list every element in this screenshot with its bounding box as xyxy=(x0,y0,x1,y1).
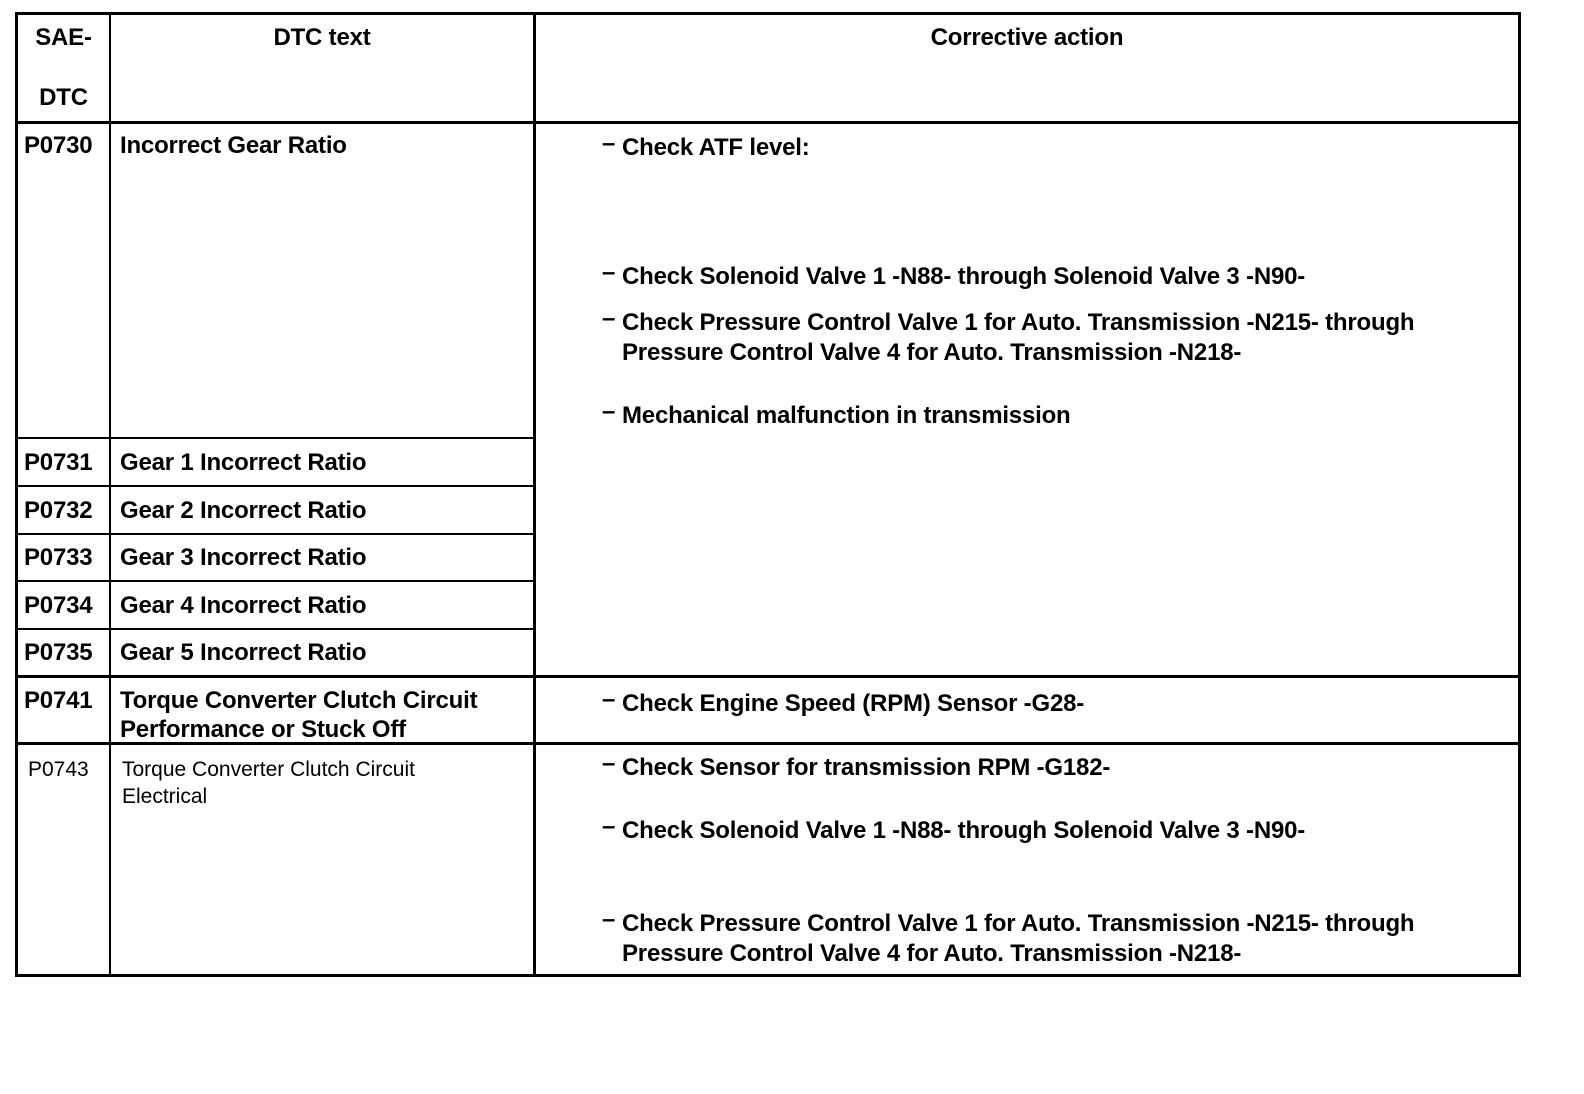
dtc-text: Gear 4 Incorrect Ratio xyxy=(120,592,367,619)
action-line: Check Solenoid Valve 1 -N88- through Solenoid Valve 3 -N90- xyxy=(622,263,1306,290)
action-item xyxy=(602,398,1071,431)
action-line: Check Sensor for transmission RPM -G182- xyxy=(622,754,1111,781)
dash-bullet: – xyxy=(602,750,616,777)
action-item xyxy=(602,750,1111,783)
row-divider xyxy=(15,628,535,630)
action-line: Pressure Control Valve 4 for Auto. Transmission -N218- xyxy=(622,339,1242,366)
dtc-code: P0743 xyxy=(28,758,89,781)
dtc-code: P0734 xyxy=(24,592,93,619)
dtc-text-line1: Torque Converter Clutch Circuit xyxy=(120,687,478,714)
dtc-code: P0733 xyxy=(24,544,93,571)
row-divider xyxy=(15,485,535,487)
dash-bullet: – xyxy=(602,130,616,157)
action-item xyxy=(602,906,1415,969)
action-item xyxy=(602,130,810,163)
dtc-code: P0731 xyxy=(24,449,93,476)
dtc-text: Gear 5 Incorrect Ratio xyxy=(120,639,367,666)
column-divider xyxy=(533,12,536,977)
dtc-code: P0735 xyxy=(24,639,93,666)
action-line: Pressure Control Valve 4 for Auto. Transmission -N218- xyxy=(622,940,1242,967)
action-line: Check Pressure Control Valve 1 for Auto. Transmission -N215- through xyxy=(622,309,1415,336)
dtc-text-line2: Electrical xyxy=(122,785,208,808)
action-item xyxy=(602,259,1306,292)
column-divider xyxy=(109,12,111,977)
action-item xyxy=(602,305,1415,368)
row-divider xyxy=(15,580,535,582)
dtc-text-line1: Torque Converter Clutch Circuit xyxy=(122,758,415,781)
dash-bullet: – xyxy=(602,813,616,840)
action-line: Check Engine Speed (RPM) Sensor -G28- xyxy=(622,690,1085,717)
action-item xyxy=(602,813,1306,846)
header-sae-dtc-line1: SAE- xyxy=(35,24,92,51)
dash-bullet: – xyxy=(602,686,616,713)
group-divider xyxy=(15,675,1521,678)
header-corrective-action: Corrective action xyxy=(930,24,1124,51)
dtc-code: P0730 xyxy=(24,132,93,159)
row-divider xyxy=(15,533,535,535)
dtc-text: Gear 1 Incorrect Ratio xyxy=(120,449,367,476)
header-dtc-text: DTC text xyxy=(273,24,371,51)
table-border-right xyxy=(1518,12,1521,977)
dtc-text: Gear 3 Incorrect Ratio xyxy=(120,544,367,571)
table-border-left xyxy=(15,12,18,977)
action-line: Mechanical malfunction in transmission xyxy=(622,402,1071,429)
dash-bullet: – xyxy=(602,305,616,332)
dash-bullet: – xyxy=(602,398,616,425)
dash-bullet: – xyxy=(602,259,616,286)
dtc-code: P0732 xyxy=(24,497,93,524)
table-border-bottom xyxy=(15,974,1521,977)
action-line: Check Solenoid Valve 1 -N88- through Solenoid Valve 3 -N90- xyxy=(622,817,1306,844)
header-divider xyxy=(15,121,1521,124)
header-sae-dtc-line2: DTC xyxy=(39,84,88,111)
dash-bullet: – xyxy=(602,906,616,933)
action-item xyxy=(602,686,1085,719)
dtc-code: P0741 xyxy=(24,687,93,714)
action-line: Check ATF level: xyxy=(622,134,810,161)
action-line: Check Pressure Control Valve 1 for Auto. Transmission -N215- through xyxy=(622,910,1415,937)
row-divider xyxy=(15,437,535,439)
table-border-top xyxy=(15,12,1521,15)
dtc-text: Gear 2 Incorrect Ratio xyxy=(120,497,367,524)
dtc-text-line2: Performance or Stuck Off xyxy=(120,716,406,743)
dtc-text: Incorrect Gear Ratio xyxy=(120,132,347,159)
